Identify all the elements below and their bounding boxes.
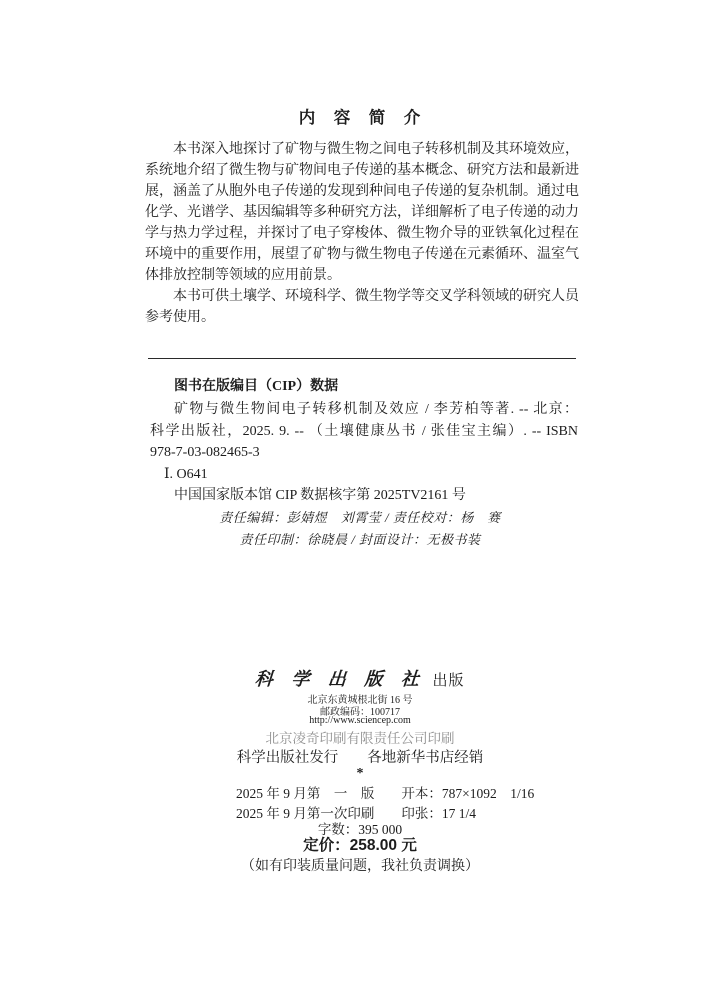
staff-credits (0, 507, 720, 550)
intro-body (145, 139, 579, 328)
publisher-website: http://www.sciencep.com (309, 715, 411, 726)
cip-registry-number: 中国国家版本馆 CIP 数据核字第 2025TV2161 号 (174, 488, 466, 503)
cip-body (150, 399, 578, 507)
intro-paragraph-1: 本书深入地探讨了矿物与微生物之间电子转移机制及其环境效应，系统地介绍了微生物与矿物间电子传递的基本概念、研究方法和最新进展，涵盖了从胞外电子传递的发现到种间电子传递的复杂机制。通过电化学、光谱学、基因编辑等多种研究方法，详细解析了电子传递的动力学与热力学过程，并探讨了电子穿梭体、微生物介导的亚铁氧化过程在环境中的重要作用，展望了矿物与微生物电子传递在元素循环、温室气体排放控制等领域的应用前景。 (145, 142, 579, 283)
credits-editors-line: 责任编辑：彭婧煜 刘霄莹 / 责任校对：杨 赛 (219, 510, 501, 525)
cip-record-line-1: 矿物与微生物间电子转移机制及效应 / 李芳柏等著. -- 北京： (174, 402, 578, 417)
price: 定价：258.00 元 (303, 837, 417, 854)
asterisk-divider: * (356, 766, 364, 781)
impression-line: 2025 年 9 月第一次印刷 印张：17 1/4 (236, 806, 477, 821)
quality-note: （如有印装质量问题，我社负责调换） (241, 859, 479, 874)
publisher-logo-line (0, 665, 720, 691)
cip-classification: Ⅰ. O641 (164, 466, 208, 482)
publisher-address: 北京东黄城根北街 16 号 (307, 695, 413, 706)
printer-company: 北京凌奇印刷有限责任公司印刷 (265, 731, 455, 746)
intro-paragraph-2: 本书可供土壤学、环境科学、微生物学等交叉学科领域的研究人员参考使用。 (145, 289, 579, 325)
cip-divider-rule (148, 358, 576, 359)
cip-heading: 图书在版编目（CIP）数据 (174, 379, 339, 394)
word-count: 字数：395 000 (317, 822, 403, 837)
credits-production-line: 责任印制：徐晓晨 / 封面设计：无极书装 (239, 531, 481, 547)
cip-record-line-3: 978-7-03-082465-3 (150, 445, 260, 460)
distribution-line: 科学出版社发行 各地新华书店经销 (236, 750, 484, 766)
intro-title: 内 容 简 介 (298, 108, 422, 127)
publisher-logo-suffix: 出版 (432, 673, 465, 689)
cip-record-line-2: 科学出版社，2025. 9. -- （土壤健康丛书 / 张佳宝主编）. -- ISBN (150, 423, 578, 439)
publisher-logo-wordmark: 科 学 出 版 社 (254, 669, 428, 689)
edition-line: 2025 年 9 月第 一 版 开本：787×1092 1/16 (236, 786, 535, 801)
publisher-postcode: 邮政编码：100717 (320, 707, 400, 718)
